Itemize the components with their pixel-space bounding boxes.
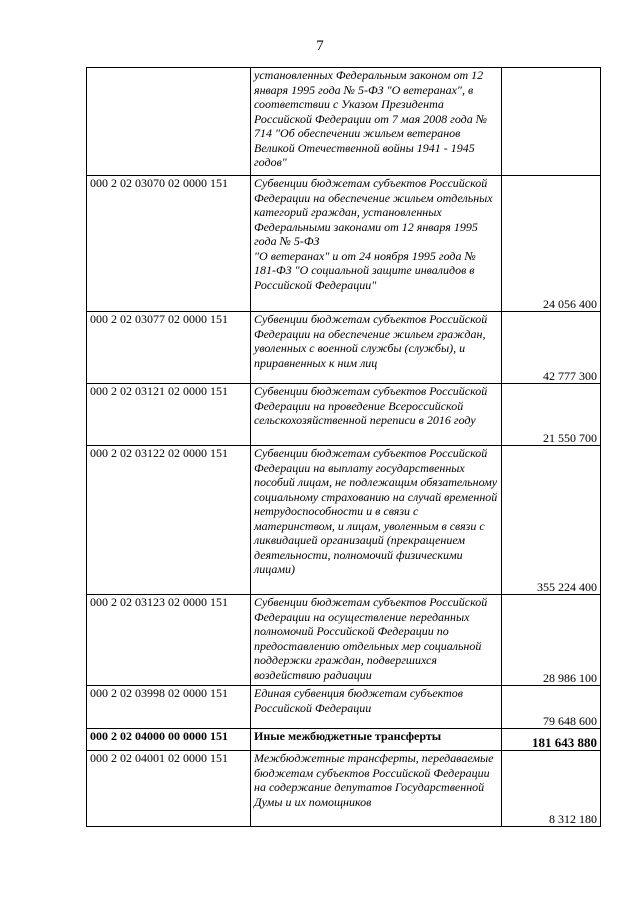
- description-cell: Субвенции бюджетам субъектов Российской Федерации на проведение Всероссийской сельскохозяйственной переписи в 2016 году: [251, 384, 502, 446]
- budget-code-cell: 000 2 02 04001 02 0000 151: [87, 751, 251, 827]
- description-cell: Субвенции бюджетам субъектов Российской Федерации на выплату государственных пособий лицам, не подлежащим обязательному социальному страхованию на случай временной нетрудоспособности и в связи с материнством, и лицам, уволенным в связи с ликвидацией организаций (прекращением деятельности, полномочий физическими лицами): [251, 446, 502, 595]
- amount-cell: 181 643 880: [502, 729, 601, 751]
- budget-code-cell: 000 2 02 03122 02 0000 151: [87, 446, 251, 595]
- table-row: [87, 446, 601, 595]
- table-row: [87, 595, 601, 686]
- table-row: [87, 176, 601, 312]
- amount-cell: 24 056 400: [502, 176, 601, 312]
- table-row: [87, 68, 601, 176]
- amount-cell: 8 312 180: [502, 751, 601, 827]
- description-cell: Единая субвенция бюджетам субъектов Российской Федерации: [251, 686, 502, 729]
- description-cell: Иные межбюджетные трансферты: [251, 729, 502, 751]
- description-cell: Субвенции бюджетам субъектов Российской Федерации на обеспечение жильем граждан, уволенных с военной службы (службы), и приравненных к ним лиц: [251, 312, 502, 384]
- amount-cell: 42 777 300: [502, 312, 601, 384]
- description-cell: Субвенции бюджетам субъектов Российской Федерации на обеспечение жильем отдельных категорий граждан, установленных Федеральными законами от 12 января 1995 года № 5-ФЗ "О ветеранах" и от 24 ноября 1995 года № 181-ФЗ "О социальной защите инвалидов в Российской Федерации": [251, 176, 502, 312]
- amount-cell: 355 224 400: [502, 446, 601, 595]
- amount-cell: [502, 68, 601, 176]
- budget-code-cell: 000 2 02 03121 02 0000 151: [87, 384, 251, 446]
- amount-cell: 28 986 100: [502, 595, 601, 686]
- budget-code-cell: 000 2 02 03123 02 0000 151: [87, 595, 251, 686]
- page-number: 7: [316, 38, 324, 54]
- amount-cell: 79 648 600: [502, 686, 601, 729]
- description-cell: установленных Федеральным законом от 12 января 1995 года № 5-ФЗ "О ветеранах", в соответствии с Указом Президента Российской Федерации от 7 мая 2008 года № 714 "Об обеспечении жильем ветеранов Великой Отечественной войны 1941 - 1945 годов": [251, 68, 502, 176]
- budget-code-cell: [87, 68, 251, 176]
- budget-code-cell: 000 2 02 04000 00 0000 151: [87, 729, 251, 751]
- budget-code-cell: 000 2 02 03070 02 0000 151: [87, 176, 251, 312]
- budget-table: [86, 67, 601, 827]
- table-row: [87, 384, 601, 446]
- budget-code-cell: 000 2 02 03077 02 0000 151: [87, 312, 251, 384]
- table-row: [87, 751, 601, 827]
- table-row: [87, 729, 601, 751]
- description-cell: Межбюджетные трансферты, передаваемые бюджетам субъектов Российской Федерации на содержание депутатов Государственной Думы и их помощников: [251, 751, 502, 827]
- table-row: [87, 312, 601, 384]
- description-cell: Субвенции бюджетам субъектов Российской Федерации на осуществление переданных полномочий Российской Федерации по предоставлению отдельных мер социальной поддержки граждан, подвергшихся воздействию радиации: [251, 595, 502, 686]
- budget-code-cell: 000 2 02 03998 02 0000 151: [87, 686, 251, 729]
- amount-cell: 21 550 700: [502, 384, 601, 446]
- table-row: [87, 686, 601, 729]
